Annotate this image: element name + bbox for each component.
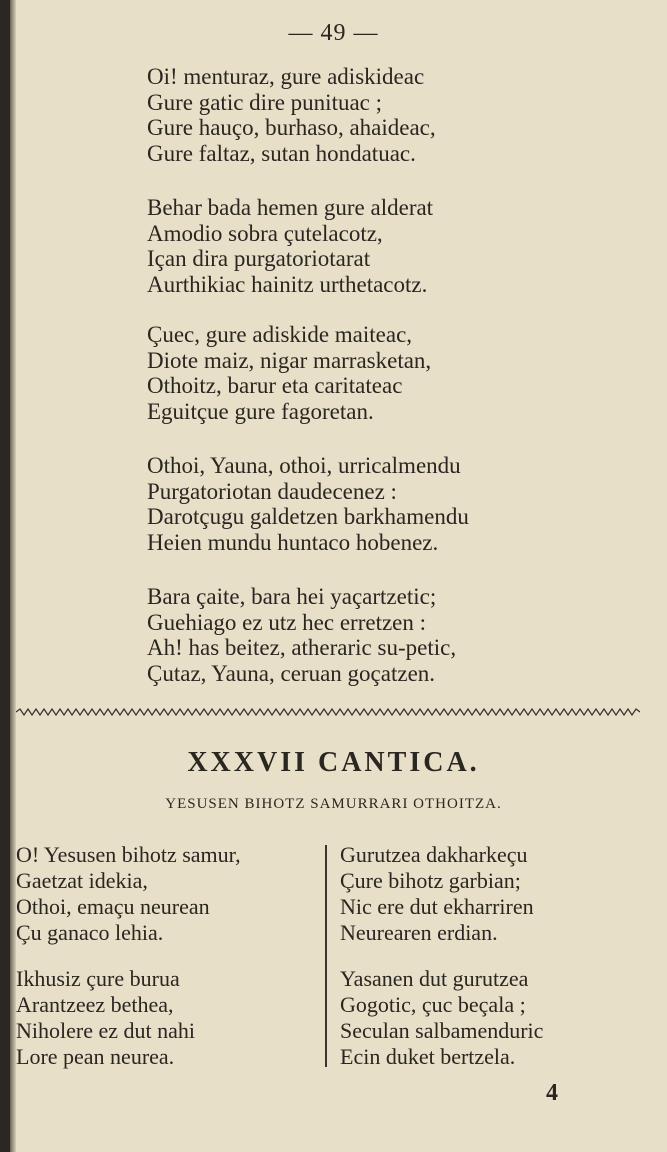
- stanza-3: [147, 322, 431, 424]
- stanza-4: [147, 453, 469, 555]
- verse-line: Heien mundu huntaco hobenez.: [147, 529, 439, 555]
- stanza-5: [147, 584, 456, 686]
- page-number: — 49 —: [288, 20, 379, 46]
- verse-line: Çu ganaco lehia.: [16, 920, 164, 945]
- verse-line: Gure faltaz, sutan hondatuac.: [147, 140, 416, 166]
- right-column-stanza-2: [340, 966, 543, 1070]
- column-rule: [325, 845, 327, 1067]
- verse-line: Bara çaite, bara hei yaçartzetic;: [147, 584, 437, 609]
- verse-line: Neurearen erdian.: [340, 920, 498, 945]
- section-title: XXXVII CANTICA.: [187, 747, 480, 778]
- verse-line: Ecin duket bertzela.: [340, 1044, 516, 1069]
- book-spine: [0, 0, 10, 1152]
- verse-line: Gure hauço, burhaso, ahaideac,: [147, 115, 436, 140]
- verse-line: Çuec, gure adiskide maiteac,: [147, 322, 413, 347]
- verse-line: Ikhusiz çure burua: [16, 966, 180, 991]
- left-column-stanza-1: [16, 842, 241, 946]
- verse-line: Amodio sobra çutelacotz,: [147, 220, 383, 246]
- verse-line: Çure bihotz garbian;: [340, 868, 521, 893]
- verse-line: Aurthikiac hainitz urthetacotz.: [147, 271, 428, 297]
- verse-line: Behar bada hemen gure alderat: [147, 195, 434, 220]
- stanza-1: [147, 64, 436, 166]
- verse-line: Nic ere dut ekharriren: [340, 894, 534, 919]
- left-column-stanza-2: [16, 966, 195, 1070]
- section-subtitle: YESUSEN BIHOTZ SAMURRARI OTHOITZA.: [165, 796, 502, 812]
- verse-line: Gurutzea dakharkeçu: [340, 842, 528, 867]
- verse-line: Arantzeez bethea,: [16, 992, 174, 1017]
- stanza-2: [147, 195, 433, 297]
- verse-line: Gure gatic dire punituac ;: [147, 89, 383, 115]
- signature-mark: 4: [546, 1080, 558, 1106]
- verse-line: Guehiago ez utz hec erretzen :: [147, 609, 427, 635]
- verse-line: Ah! has beitez, atheraric su-petic,: [147, 635, 457, 660]
- verse-line: Gaetzat idekia,: [16, 868, 148, 893]
- verse-line: Diote maiz, nigar marrasketan,: [147, 347, 432, 373]
- verse-line: Othoi, emaçu neurean: [16, 894, 210, 919]
- verse-line: Oi! menturaz, gure adiskideac: [147, 64, 425, 89]
- verse-line: Gogotic, çuc beçala ;: [340, 992, 526, 1017]
- verse-line: Seculan salbamenduric: [340, 1018, 544, 1043]
- verse-line: Içan dira purgatoriotarat: [147, 246, 371, 271]
- verse-line: Eguitçue gure fagoretan.: [147, 398, 374, 424]
- verse-line: O! Yesusen bihotz samur,: [16, 842, 241, 867]
- verse-line: Darotçugu galdetzen barkhamendu: [147, 504, 469, 529]
- verse-line: Othoitz, barur eta caritateac: [147, 373, 403, 398]
- verse-line: Yasanen dut gurutzea: [340, 966, 529, 991]
- verse-line: Çutaz, Yauna, ceruan goçatzen.: [147, 660, 436, 686]
- ornamental-divider: [16, 706, 640, 718]
- verse-line: Othoi, Yauna, othoi, urricalmendu: [147, 453, 461, 478]
- verse-line: Purgatoriotan daudecenez :: [147, 478, 397, 504]
- verse-line: Niholere ez dut nahi: [16, 1018, 195, 1043]
- right-column-stanza-1: [340, 842, 534, 946]
- verse-line: Lore pean neurea.: [16, 1044, 175, 1069]
